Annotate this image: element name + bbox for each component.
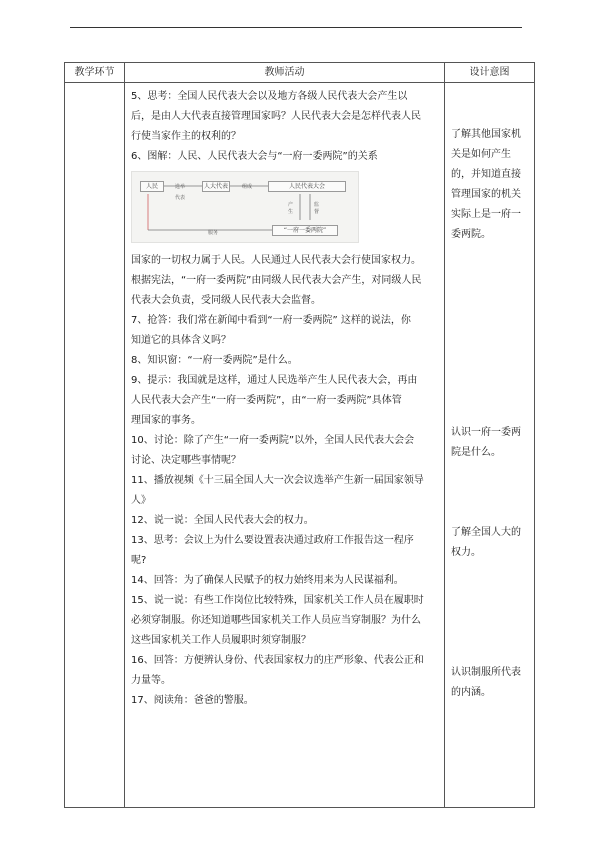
design-line: 委两院。 — [451, 229, 491, 240]
activity-line: 力量等。 — [131, 675, 171, 686]
header-design-intent: 设计意图 — [445, 63, 535, 83]
lesson-plan-table — [64, 62, 535, 808]
activity-line: 国家的一切权力属于人民。人民通过人民代表大会行使国家权力。 — [131, 255, 421, 266]
activity-line: 14、回答：为了确保人民赋予的权力始终用来为人民谋福利。 — [131, 575, 404, 586]
design-line: 了解其他国家机 — [451, 129, 521, 140]
activity-line: 9、提示：我国就是这样，通过人民选举产生人民代表大会，再由 — [131, 375, 418, 386]
header-teaching-stage: 教学环节 — [65, 63, 125, 83]
activity-line: 6、图解：人民、人民代表大会与“一府一委两院”的关系 — [131, 151, 378, 162]
table-body-row — [65, 83, 535, 808]
label-elect: 选举 — [175, 184, 186, 190]
activity-line: 11、播放视频《十三届全国人大一次会议选举产生新一届国家领导 — [131, 475, 424, 486]
activity-line: 代表大会负责，受同级人民代表大会监督。 — [131, 295, 321, 306]
box-congress: 人民代表大会 — [268, 181, 346, 192]
activity-line: 这些国家机关工作人员履职时须穿制服？ — [131, 635, 311, 646]
activity-line: 17、阅读角：爸爸的警服。 — [131, 695, 254, 706]
label-serve: 服务 — [208, 230, 219, 236]
design-line: 的内涵。 — [451, 687, 491, 698]
activity-cell — [125, 83, 445, 808]
activity-line: 行使当家作主的权利的？ — [131, 131, 241, 142]
activity-line: 必须穿制服。你还知道哪些国家机关工作人员应当穿制服？为什么 — [131, 615, 421, 626]
activity-line: 根据宪法，“一府一委两院”由同级人民代表大会产生，对同级人民 — [131, 275, 422, 286]
activity-line: 10、讨论：除了产生“一府一委两院”以外，全国人民代表大会会 — [131, 435, 415, 446]
design-line: 院是什么。 — [451, 447, 501, 458]
relationship-diagram — [131, 171, 359, 243]
activity-line: 后，是由人大代表直接管理国家吗？人民代表大会是怎样代表人民 — [131, 111, 421, 122]
box-deputies: 人大代表 — [203, 183, 228, 190]
label-produce: 产生 — [288, 202, 294, 215]
design-line: 实际上是一府一 — [451, 209, 521, 220]
activity-line: 15、说一说：有些工作岗位比较特殊，国家机关工作人员在履职时 — [131, 595, 424, 606]
stage-cell — [65, 83, 125, 808]
activity-line: 人民代表大会产生“一府一委两院”，由“一府一委两院”具体管 — [131, 395, 402, 406]
design-line: 关是如何产生 — [451, 149, 511, 160]
activity-line: 呢? — [131, 555, 147, 566]
design-cell — [445, 83, 535, 808]
box-people: 人民 — [140, 181, 164, 192]
design-line: 认识一府一委两 — [451, 427, 521, 438]
design-line: 权力。 — [451, 547, 481, 558]
design-line: 了解全国人大的 — [451, 527, 521, 538]
activity-line: 人》 — [131, 495, 151, 506]
activity-line: 12、说一说：全国人民代表大会的权力。 — [131, 515, 314, 526]
activity-line: 7、抢答：我们常在新闻中看到“一府一委两院” 这样的说法，你 — [131, 315, 411, 326]
table-header-row — [65, 63, 535, 83]
activity-line: 知道它的具体含义吗？ — [131, 335, 231, 346]
activity-line: 13、思考：会议上为什么要设置表决通过政府工作报告这一程序 — [131, 535, 414, 546]
box-organs: “一府一委两院” — [272, 225, 338, 236]
design-line: 的，并知道直接 — [451, 169, 521, 180]
activity-line: 理国家的事务。 — [131, 415, 201, 426]
design-line: 认识制服所代表 — [451, 667, 521, 678]
label-organize: 组成 — [242, 184, 253, 190]
label-represent: 代表 — [175, 195, 186, 201]
header-teacher-activity: 教师活动 — [125, 63, 445, 83]
activity-line: 16、回答：方便辨认身份、代表国家权力的庄严形象、代表公正和 — [131, 655, 424, 666]
activity-line: 讨论、决定哪些事情呢？ — [131, 455, 241, 466]
design-line: 管理国家的机关 — [451, 189, 521, 200]
header-rule — [70, 27, 522, 28]
activity-line: 5、思考：全国人民代表大会以及地方各级人民代表大会产生以 — [131, 91, 408, 102]
label-supervise: 监督 — [314, 202, 320, 215]
activity-line: 8、知识窗：“一府一委两院”是什么。 — [131, 355, 298, 366]
